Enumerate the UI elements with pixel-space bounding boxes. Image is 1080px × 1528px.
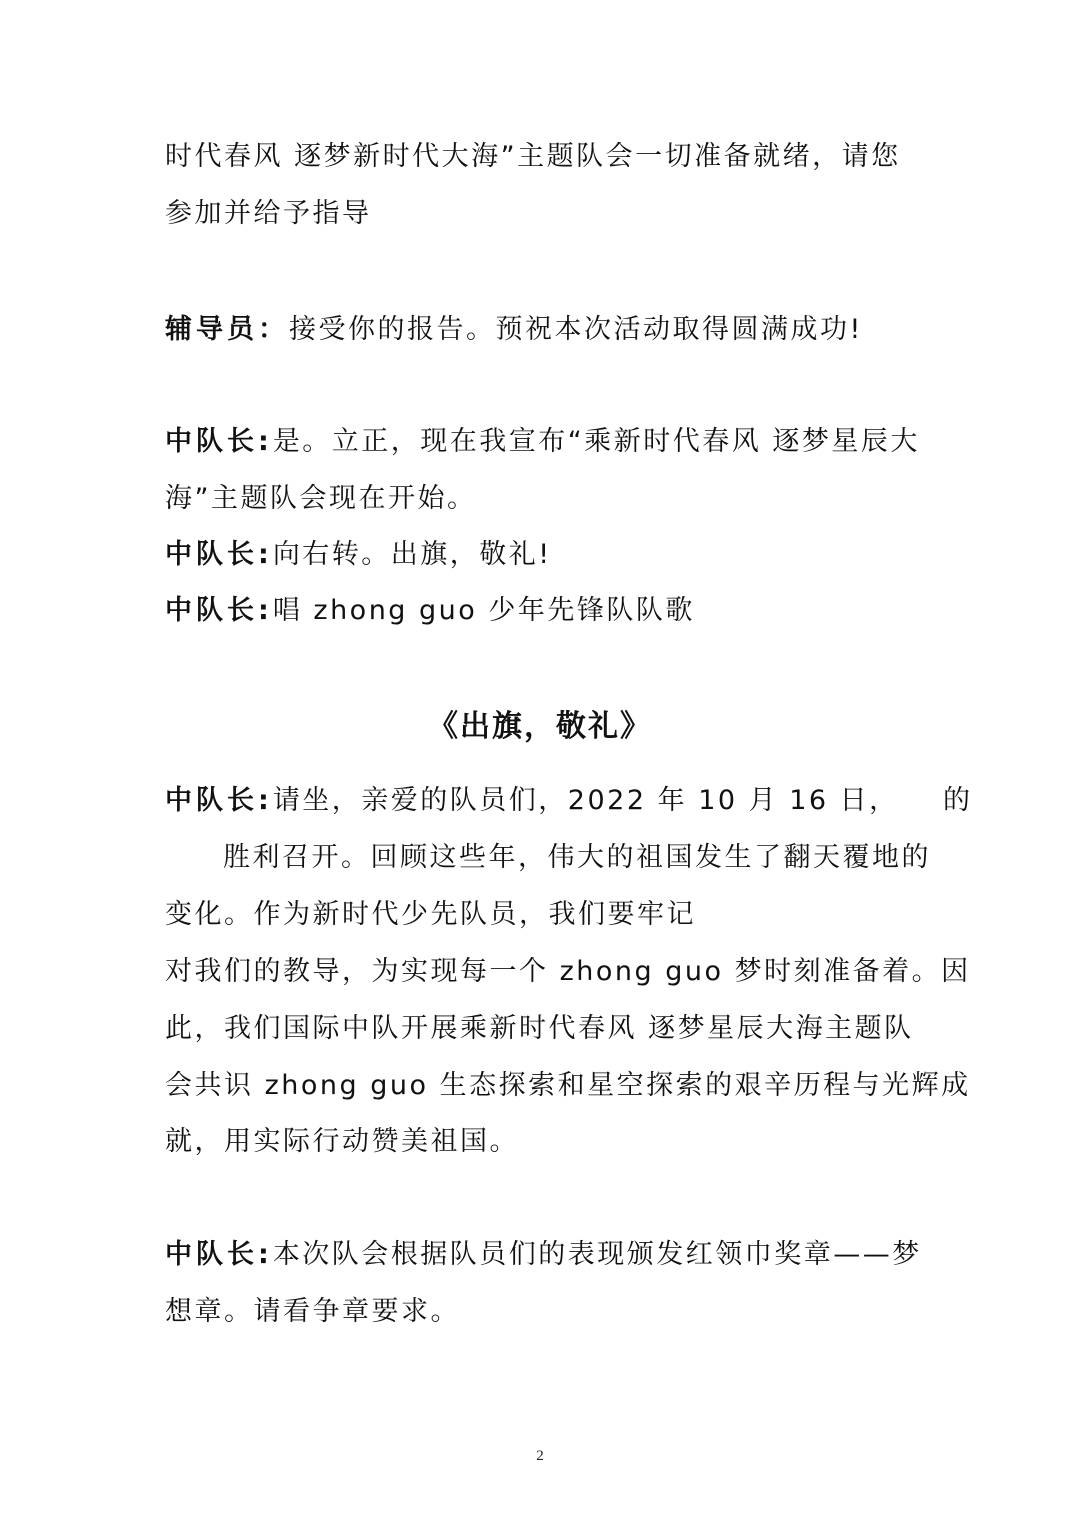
paragraph-4 — [165, 535, 925, 575]
paragraph-6-line-4: 对我们的教导，为实现每一个 zhong guo 梦时刻准备着。因 — [165, 956, 971, 987]
paragraph-6-line-3: 变化。作为新时代少先队员，我们要牢记 — [165, 899, 696, 930]
page-number: 2 — [536, 1448, 544, 1464]
paragraph-7-text: 本次队会根据队员们的表现颁发红领巾奖章——梦 — [272, 1239, 922, 1270]
speaker-label: 中队长: — [165, 426, 273, 457]
speaker-label: 辅导员： — [165, 314, 289, 345]
section-heading: 《出旗，敬礼》 — [428, 709, 652, 744]
paragraph-6-line-2: 胜利召开。回顾这些年，伟大的祖国发生了翻天覆地的 — [223, 842, 931, 873]
paragraph-3-line-1 — [165, 422, 925, 462]
speaker-label: 中队长: — [165, 1239, 273, 1270]
paragraph-1-line-2: 参加并给予指导 — [165, 198, 372, 229]
speaker-label: 中队长: — [165, 785, 273, 816]
paragraph-6-text: 请坐，亲爱的队员们，2022 年 10 月 16 日， 的 — [272, 785, 973, 816]
paragraph-6-line-5: 此，我们国际中队开展乘新时代春风 逐梦星辰大海主题队 — [165, 1013, 914, 1044]
paragraph-1-line-1: 时代春风 逐梦新时代大海”主题队会一切准备就绪，请您 — [165, 141, 901, 172]
paragraph-6-line-1 — [165, 781, 973, 821]
paragraph-6-line-6: 会共识 zhong guo 生态探索和星空探索的艰辛历程与光辉成 — [165, 1070, 971, 1101]
paragraph-5 — [165, 591, 925, 631]
speaker-label: 中队长: — [165, 595, 273, 626]
paragraph-7-line-2: 想章。请看争章要求。 — [165, 1296, 460, 1327]
paragraph-2-text: 接受你的报告。预祝本次活动取得圆满成功! — [289, 314, 863, 345]
paragraph-3-text: 是。立正，现在我宣布“乘新时代春风 逐梦星辰大 — [272, 426, 920, 457]
paragraph-3-line-2: 海”主题队会现在开始。 — [165, 483, 477, 514]
paragraph-7-line-1 — [165, 1235, 925, 1275]
paragraph-4-text: 向右转。出旗，敬礼! — [272, 539, 552, 570]
paragraph-6-line-7: 就，用实际行动赞美祖国。 — [165, 1126, 519, 1157]
paragraph-2 — [165, 310, 925, 350]
speaker-label: 中队长: — [165, 539, 273, 570]
paragraph-5-text: 唱 zhong guo 少年先锋队队歌 — [272, 595, 695, 626]
